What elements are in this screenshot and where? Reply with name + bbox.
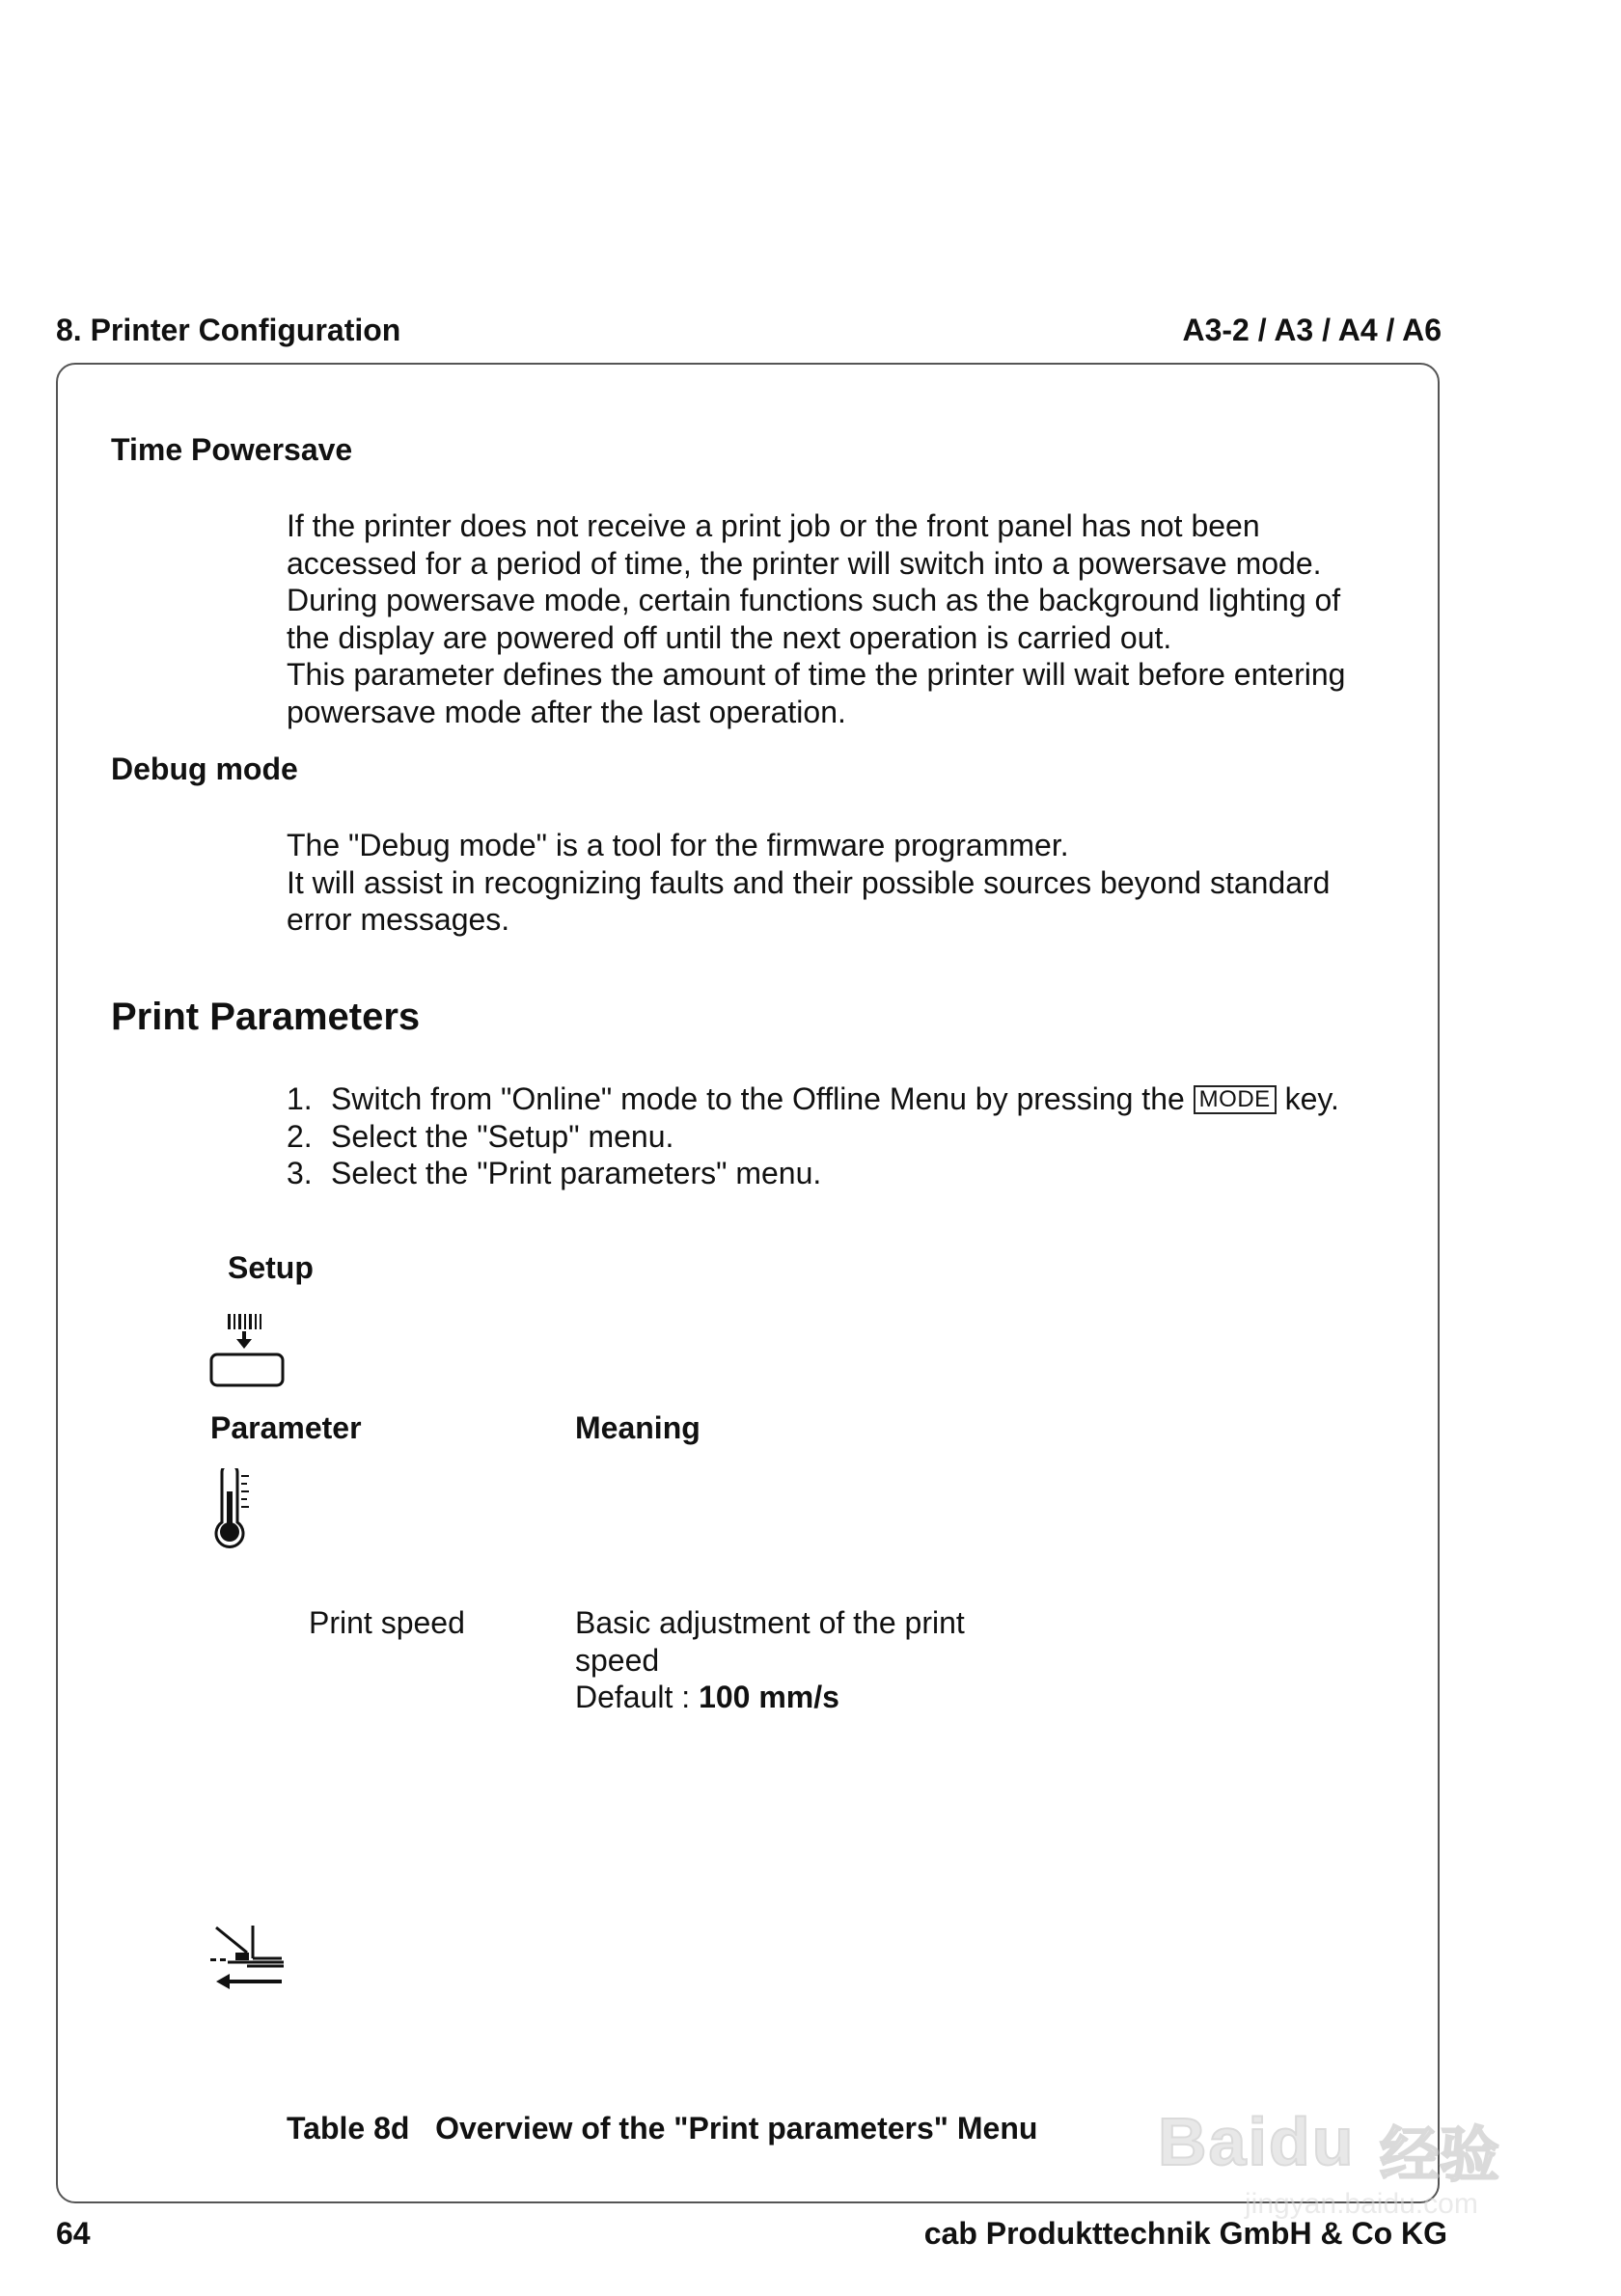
step-item (287, 1118, 1339, 1156)
step-text: Select the "Setup" menu. (331, 1118, 674, 1154)
step-text: Select the "Print parameters" menu. (331, 1156, 822, 1190)
setup-heading: Setup (228, 1250, 314, 1285)
default-line (575, 1679, 965, 1716)
default-value: 100 mm/s (699, 1680, 839, 1714)
time-powersave-heading: Time Powersave (111, 432, 353, 467)
step-item (287, 1080, 1339, 1118)
chapter-title: 8. Printer Configuration (56, 313, 401, 347)
time-powersave-description (287, 507, 1345, 730)
instruction-steps (287, 1080, 1339, 1192)
print-head-feed-icon (208, 1924, 289, 1997)
step-number: 3. (287, 1156, 313, 1190)
paragraph-line: During powersave mode, certain functions such as the background lighting of (287, 583, 1341, 617)
step-text: Switch from "Online" mode to the Offline Menu by pressing the (331, 1081, 1185, 1116)
table-caption (287, 2111, 1037, 2146)
page-number: 64 (56, 2216, 91, 2251)
watermark-service: 经验 (1380, 2122, 1500, 2189)
setup-menu-icon (208, 1310, 286, 1391)
model-list: A3-2 / A3 / A4 / A6 (1182, 313, 1442, 347)
table-caption-text: Overview of the "Print parameters" Menu (435, 2111, 1038, 2146)
meaning-line: speed (575, 1642, 660, 1678)
column-header-parameter: Parameter (210, 1410, 362, 1445)
paragraph-line: It will assist in recognizing faults and their possible sources beyond standard (287, 864, 1331, 900)
paragraph-line: accessed for a period of time, the printer will switch into a powersave mode. (287, 545, 1322, 581)
print-parameters-heading: Print Parameters (111, 996, 421, 1038)
column-header-meaning: Meaning (575, 1410, 701, 1445)
paragraph-line: The "Debug mode" is a tool for the firmware programmer. (287, 828, 1069, 862)
step-text-end: key. (1284, 1081, 1339, 1116)
table-caption-label: Table 8d (287, 2111, 410, 2146)
baidu-watermark (1158, 2074, 1544, 2238)
watermark-brand: Baidu (1158, 2104, 1356, 2179)
thermometer-icon (210, 1468, 261, 1549)
default-label: Default : (575, 1680, 700, 1714)
paragraph-line: This parameter defines the amount of time the printer will wait before entering (287, 657, 1346, 692)
debug-mode-description (287, 827, 1330, 939)
parameter-print-speed: Print speed (309, 1605, 465, 1640)
paragraph-line: the display are powered off until the next operation is carried out. (287, 619, 1172, 655)
step-number: 1. (287, 1081, 313, 1116)
mode-key: MODE (1194, 1085, 1277, 1114)
paragraph-line: error messages. (287, 902, 510, 937)
step-item (287, 1155, 1339, 1192)
paragraph-line: powersave mode after the last operation. (287, 694, 846, 729)
step-number: 2. (287, 1118, 313, 1154)
watermark-domain: jingyan.baidu.com (1245, 2188, 1478, 2220)
debug-mode-heading: Debug mode (111, 752, 298, 786)
company-name: cab Produkttechnik GmbH & Co KG (923, 2216, 1447, 2251)
meaning-line: Basic adjustment of the print (575, 1605, 965, 1640)
meaning-print-speed (575, 1604, 965, 1716)
paragraph-line: If the printer does not receive a print job or the front panel has not been (287, 508, 1260, 543)
